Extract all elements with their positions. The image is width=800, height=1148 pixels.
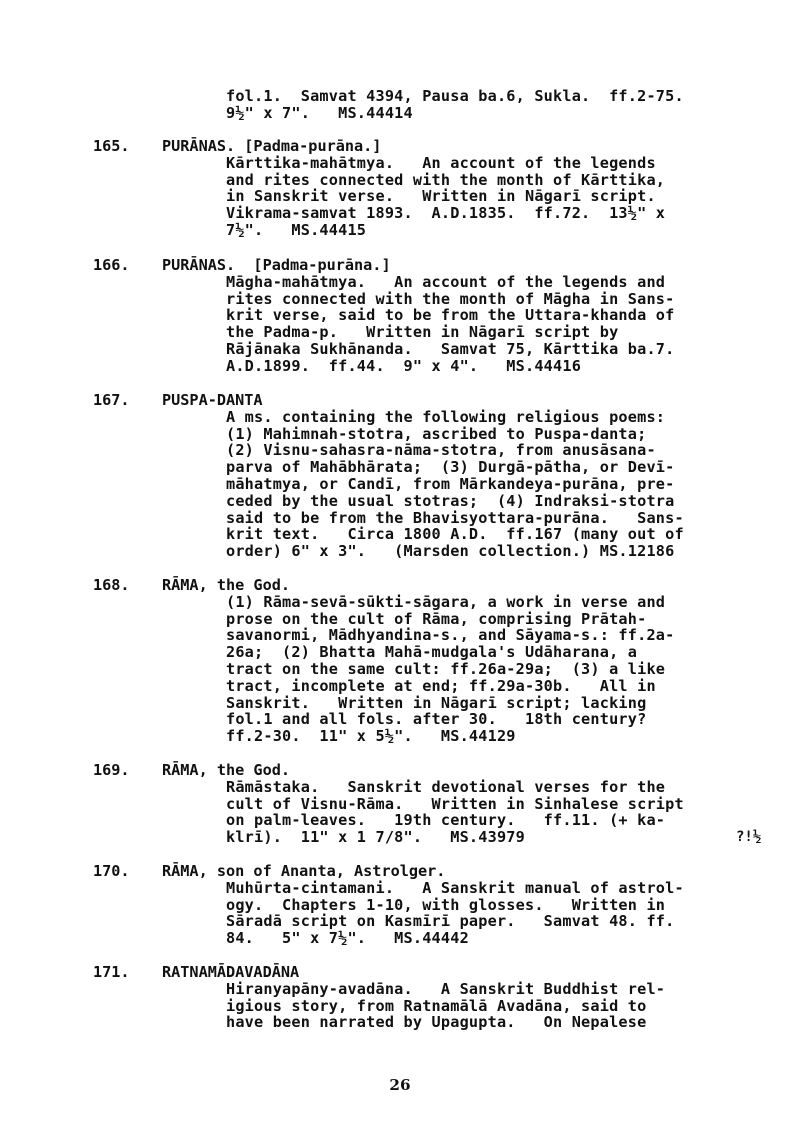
entry-line: Vikrama-samvat 1893. A.D.1835. ff.72. 13½" x <box>226 204 666 223</box>
entry-line: Rāmāstaka. Sanskrit devotional verses for the <box>226 777 666 796</box>
entry-line: the Padma-p. Written in Nāgarī script by <box>226 323 619 342</box>
entry-line: and rites connected with the month of Kārttika, <box>226 170 666 189</box>
entry-line: Rājānaka Sukhānanda. Samvat 75, Kārttika ba.7. <box>226 339 675 358</box>
entry-body <box>226 779 684 846</box>
entry-line: have been narrated by Upagupta. On Nepalese <box>226 1013 647 1032</box>
entry-line: on palm-leaves. 19th century. ff.11. (+ ka- <box>226 811 666 830</box>
entry-heading: PURĀNAS. [Padma-purāna.] <box>162 256 391 274</box>
entry-line: Sanskrit. Written in Nāgarī script; lacking <box>226 693 647 712</box>
entry-line: cult of Visnu-Rāma. Written in Sinhalese script <box>226 794 684 813</box>
margin-annotation: ?!½ <box>736 829 762 845</box>
entry-heading: PUSPA-DANTA <box>162 391 263 409</box>
entry-heading: RĀMA, the God. <box>162 761 291 779</box>
entry-line: (1) Rāma-sevā-sūkti-sāgara, a work in verse and <box>226 592 666 611</box>
entry-heading: RATNAMĀDAVADĀNA <box>162 963 300 981</box>
entry-line: (2) Visnu-sahasra-nāma-stotra, from anusāsana- <box>226 441 656 460</box>
entry-heading: RĀMA, son of Ananta, Astrolger. <box>162 862 446 880</box>
entry-number: 167. <box>93 391 130 409</box>
continuation-line: 9½" x 7". MS.44414 <box>226 103 413 122</box>
entry-line: māhatmya, or Candī, from Mārkandeya-purāna, pre- <box>226 474 675 493</box>
entry-line: A.D.1899. ff.44. 9" x 4". MS.44416 <box>226 356 582 375</box>
entry-line: 84. 5" x 7½". MS.44442 <box>226 929 469 948</box>
entry-line: ceded by the usual stotras; (4) Indraksi-stotra <box>226 491 675 510</box>
entry-line: krit verse, said to be from the Uttara-khanda of <box>226 306 675 325</box>
entry-number: 171. <box>93 963 130 981</box>
entry-line: A ms. containing the following religious poems: <box>226 407 666 426</box>
entry-line: Hiranyapāny-avadāna. A Sanskrit Buddhist rel- <box>226 979 666 998</box>
continuation-block <box>226 88 684 122</box>
entry-line: klrī). 11" x 1 7/8". MS.43979 <box>226 828 525 847</box>
entry-body <box>226 155 665 239</box>
entry-body <box>226 274 675 375</box>
entry-line: Sāradā script on Kasmīrī paper. Samvat 48. ff. <box>226 912 675 931</box>
entry-heading: RĀMA, the God. <box>162 576 291 594</box>
entry-number: 165. <box>93 137 130 155</box>
entry-line: tract on the same cult: ff.26a-29a; (3) a like <box>226 659 666 678</box>
entry-line: igious story, from Ratnamālā Avadāna, said to <box>226 996 647 1015</box>
entry-line: Māgha-mahātmya. An account of the legends and <box>226 272 666 291</box>
continuation-line: fol.1. Samvat 4394, Pausa ba.6, Sukla. ff.2-75. <box>226 87 684 105</box>
entry-line: parva of Mahābhārata; (3) Durgā-pātha, or Devī- <box>226 458 675 477</box>
entry-line: Kārttika-mahātmya. An account of the legends <box>226 153 656 172</box>
entry-line: rites connected with the month of Māgha in Sans- <box>226 289 675 308</box>
entry-line: Muhūrta-cintamani. A Sanskrit manual of astrol- <box>226 878 684 897</box>
entry-body <box>226 981 665 1031</box>
entry-line: in Sanskrit verse. Written in Nāgarī script. <box>226 187 656 206</box>
entry-line: ogy. Chapters 1-10, with glosses. Written in <box>226 895 666 914</box>
entry-line: ff.2-30. 11" x 5½". MS.44129 <box>226 727 516 746</box>
entry-number: 170. <box>93 862 130 880</box>
entry-number: 169. <box>93 761 130 779</box>
entry-line: tract, incomplete at end; ff.29a-30b. All in <box>226 676 656 695</box>
entry-line: prose on the cult of Rāma, comprising Prātah- <box>226 609 647 628</box>
page-number: 26 <box>389 1076 411 1094</box>
entry-line: (1) Mahimnah-stotra, ascribed to Puspa-danta; <box>226 424 647 443</box>
entry-line: krit text. Circa 1800 A.D. ff.167 (many out of <box>226 525 684 544</box>
entry-line: said to be from the Bhavisyottara-purāna. Sans- <box>226 508 684 527</box>
entry-body <box>226 409 684 560</box>
entry-line: savanormi, Mādhyandina-s., and Sāyama-s.: ff.2a- <box>226 626 675 645</box>
entry-line: 26a; (2) Bhatta Mahā-mudgala's Udāharana, a <box>226 643 638 662</box>
entry-line: 7½". MS.44415 <box>226 220 367 239</box>
entry-heading: PURĀNAS. [Padma-purāna.] <box>162 137 382 155</box>
entry-number: 168. <box>93 576 130 594</box>
entry-number: 166. <box>93 256 130 274</box>
entry-line: order) 6" x 3". (Marsden collection.) MS.12186 <box>226 542 675 561</box>
entry-line: fol.1 and all fols. after 30. 18th century? <box>226 710 647 729</box>
entry-body <box>226 880 684 947</box>
entry-body <box>226 594 675 745</box>
